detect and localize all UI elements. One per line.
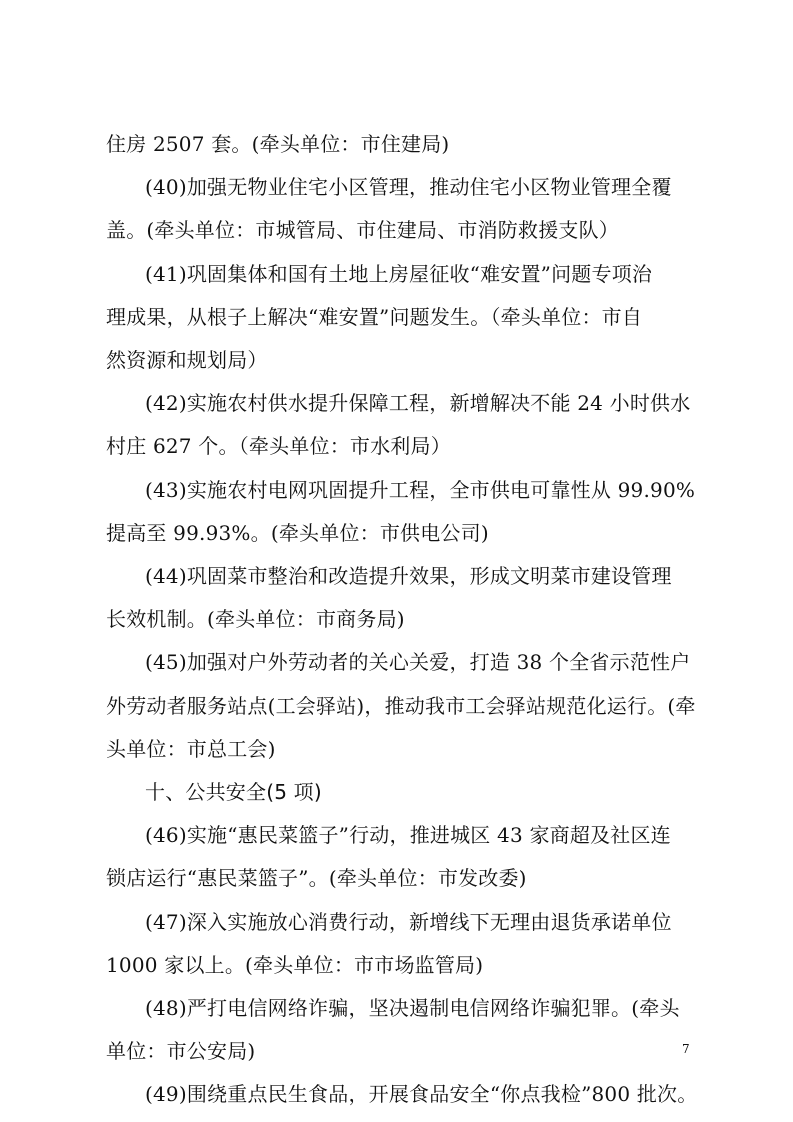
item-45-line-3: 头单位：市总工会) (106, 737, 276, 761)
page-number: 7 (682, 1042, 690, 1056)
item-43-line-2: 提高至 99.93%。(牵头单位：市供电公司) (106, 521, 489, 545)
item-41-line-2: 理成果，从根子上解决“难安置”问题发生。（牵头单位：市自 (106, 305, 643, 329)
item-47-line-1: (47)深入实施放心消费行动，新增线下无理由退货承诺单位 (145, 910, 672, 934)
item-44-line-2: 长效机制。(牵头单位：市商务局) (106, 607, 405, 631)
item-41-line-1: (41)巩固集体和国有土地上房屋征收“难安置”问题专项治 (145, 262, 653, 286)
item-45-line-1: (45)加强对户外劳动者的关心关爱，打造 38 个全省示范性户 (145, 650, 691, 674)
section-heading: 十、公共安全(5 项) (145, 780, 322, 804)
item-40-line-1: (40)加强无物业住宅小区管理，推动住宅小区物业管理全覆 (145, 175, 672, 199)
item-46-line-2: 锁店运行“惠民菜篮子”。(牵头单位：市发改委) (106, 866, 527, 890)
item-40-line-2: 盖。(牵头单位：市城管局、市住建局、市消防救援支队） (106, 218, 620, 242)
item-45-line-2: 外劳动者服务站点(工会驿站)，推动我市工会驿站规范化运行。(牵 (106, 694, 696, 718)
item-42-line-1: (42)实施农村供水提升保障工程，新增解决不能 24 小时供水 (145, 391, 691, 415)
item-41-line-3: 然资源和规划局） (106, 348, 268, 372)
text-line-1: 住房 2507 套。(牵头单位：市住建局) (106, 132, 450, 156)
item-48-line-1: (48)严打电信网络诈骗，坚决遏制电信网络诈骗犯罪。(牵头 (145, 996, 680, 1020)
item-43-line-1: (43)实施农村电网巩固提升工程，全市供电可靠性从 99.90% (145, 478, 696, 502)
item-46-line-1: (46)实施“惠民菜篮子”行动，推进城区 43 家商超及社区连 (145, 823, 671, 847)
item-44-line-1: (44)巩固菜市整治和改造提升效果，形成文明菜市建设管理 (145, 564, 672, 588)
item-48-line-2: 单位：市公安局) (106, 1039, 256, 1063)
item-49-line-1: (49)围绕重点民生食品，开展食品安全“你点我检”800 批次。 (145, 1082, 698, 1106)
item-42-line-2: 村庄 627 个。（牵头单位：市水利局） (106, 434, 451, 458)
item-47-line-2: 1000 家以上。(牵头单位：市市场监管局) (106, 953, 484, 977)
